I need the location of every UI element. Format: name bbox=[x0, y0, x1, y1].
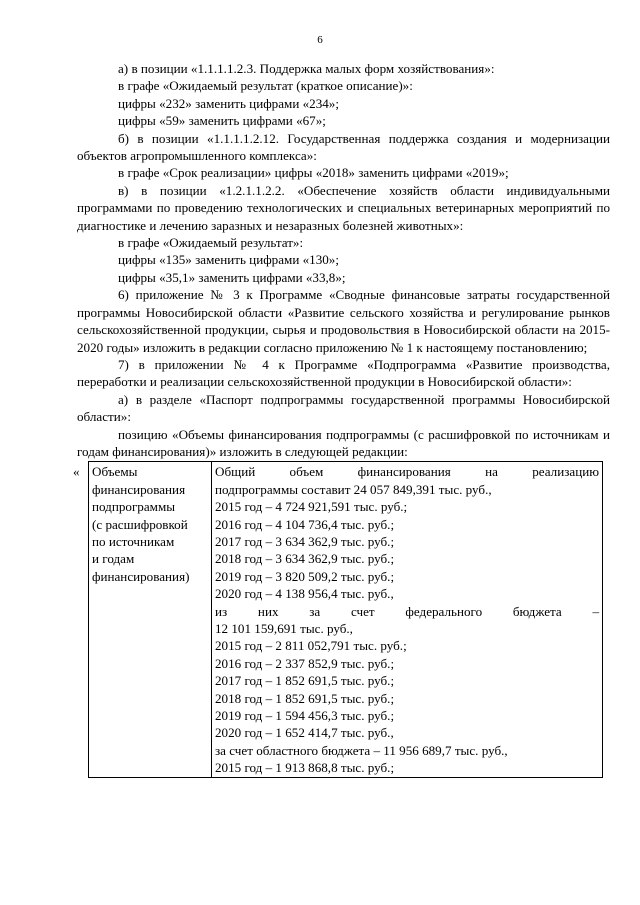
paragraph-section-passport: а) в разделе «Паспорт подпрограммы государственной программы Новосибирской области»: bbox=[77, 391, 610, 425]
label-line: Объемы bbox=[92, 464, 138, 480]
table-row bbox=[89, 462, 603, 777]
page-number: 6 bbox=[317, 34, 323, 46]
paragraph-amend-b: б) в позиции «1.1.1.1.2.12. Государственная поддержка создания и модернизации объектов агропромышленного комплекса»: bbox=[77, 130, 610, 164]
value-line: 2019 год – 3 820 509,2 тыс. руб.; bbox=[215, 568, 395, 584]
label-line: и годам bbox=[92, 551, 135, 567]
value-line: 2018 год – 3 634 362,9 тыс. руб.; bbox=[215, 551, 395, 567]
document-body bbox=[73, 60, 610, 778]
value-line: 12 101 159,691 тыс. руб., bbox=[215, 621, 353, 636]
label-line: финансирования) bbox=[92, 568, 190, 584]
paragraph-item-7: 7) в приложении № 4 к Программе «Подпрограмма «Развитие производства, переработки и реализации сельскохозяйственной продукции в Новосибирской области»: bbox=[77, 356, 610, 390]
value-line: 2016 год – 2 337 852,9 тыс. руб.; bbox=[215, 655, 395, 671]
label-line: финансирования bbox=[92, 481, 186, 497]
paragraph-position-funding: позицию «Объемы финансирования подпрограммы (с расшифровкой по источникам и годам финансирования)» изложить в следующей редакции: bbox=[77, 426, 610, 459]
value-line: 2016 год – 4 104 736,4 тыс. руб.; bbox=[215, 516, 395, 532]
value-line: 2020 год – 1 652 414,7 тыс. руб., bbox=[215, 725, 394, 741]
value-line: 2017 год – 1 852 691,5 тыс. руб.; bbox=[215, 673, 395, 689]
value-line: Общий объем финансирования на реализацию bbox=[215, 464, 599, 480]
funding-value-cell bbox=[212, 462, 603, 777]
label-line: (с расшифровкой bbox=[92, 516, 188, 532]
value-line: 2015 год – 4 724 921,591 тыс. руб.; bbox=[215, 499, 408, 515]
value-line: 2020 год – 4 138 956,4 тыс. руб., bbox=[215, 586, 394, 602]
paragraph-amend-v: в) в позиции «1.2.1.1.2.2. «Обеспечение хозяйств области индивидуальными программами по проведению технологических и специальных ветеринарных мероприятий по диагностике и лечению заразных и незаразных болезней животных»: bbox=[77, 182, 610, 233]
paragraph-replace-35-1: цифры «35,1» заменить цифрами «33,8»; bbox=[118, 269, 346, 285]
value-line: за счет областного бюджета – 11 956 689,7 тыс. руб., bbox=[215, 742, 508, 758]
value-line: подпрограммы составит 24 057 849,391 тыс. руб., bbox=[215, 481, 492, 497]
value-line: 2015 год – 2 811 052,791 тыс. руб.; bbox=[215, 638, 407, 654]
paragraph-replace-135: цифры «135» заменить цифрами «130»; bbox=[118, 252, 339, 268]
label-line: подпрограммы bbox=[92, 499, 176, 515]
paragraph-column-term: в графе «Срок реализации» цифры «2018» заменить цифрами «2019»; bbox=[118, 165, 509, 181]
value-line: 2018 год – 1 852 691,5 тыс. руб.; bbox=[215, 690, 395, 706]
funding-table bbox=[88, 461, 603, 777]
paragraph-column-expected-result-2: в графе «Ожидаемый результат»: bbox=[118, 235, 304, 251]
paragraph-replace-232: цифры «232» заменить цифрами «234»; bbox=[118, 95, 339, 111]
value-line: 2019 год – 1 594 456,3 тыс. руб.; bbox=[215, 708, 395, 724]
value-line: 2015 год – 1 913 868,8 тыс. руб.; bbox=[215, 760, 395, 776]
label-line: по источникам bbox=[92, 533, 175, 549]
paragraph-column-expected-result: в графе «Ожидаемый результат (краткое описание)»: bbox=[118, 78, 413, 94]
value-line: 2017 год – 3 634 362,9 тыс. руб.; bbox=[215, 533, 395, 549]
paragraph-replace-59: цифры «59» заменить цифрами «67»; bbox=[118, 113, 326, 129]
funding-label-cell bbox=[89, 462, 212, 777]
opening-quote: « bbox=[73, 464, 80, 480]
paragraph-item-6: 6) приложение № 3 к Программе «Сводные финансовые затраты государственной программы Новосибирской области «Развитие сельского хозяйства и регулирование рынков сельскохозяйственной продукции, сырья и продовольствия в Новосибирской области на 2015-2020 годы» изложить в редакции согласно приложению № 1 к настоящему постановлению; bbox=[77, 287, 610, 355]
funding-table-wrapper bbox=[73, 461, 610, 777]
value-line: из них за счет федерального бюджета – bbox=[215, 603, 599, 619]
paragraph-amend-a: а) в позиции «1.1.1.1.2.3. Поддержка малых форм хозяйствования»: bbox=[118, 61, 495, 76]
